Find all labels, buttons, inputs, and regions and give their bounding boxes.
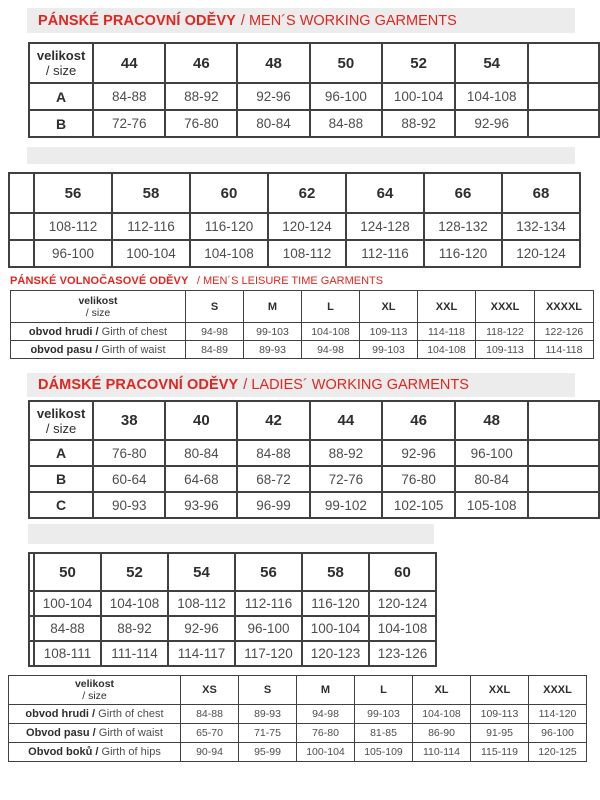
value-cell: 92-96 xyxy=(237,83,309,110)
size-column-header: 52 xyxy=(101,553,168,591)
header-row xyxy=(11,291,594,323)
value-cell: 96-100 xyxy=(310,83,383,110)
value-cell: 65-70 xyxy=(181,724,239,743)
mens-working-table-1 xyxy=(28,42,600,138)
value-cell: 104-108 xyxy=(369,616,436,641)
value-cell: 90-94 xyxy=(181,743,239,762)
value-cell: 109-113 xyxy=(476,341,535,359)
size-column-header: M xyxy=(244,291,302,323)
value-cell: 108-112 xyxy=(34,213,112,240)
table-row xyxy=(9,705,587,724)
value-cell: 76-80 xyxy=(165,110,237,137)
size-column-header: 54 xyxy=(168,553,235,591)
size-label-header xyxy=(9,173,34,213)
clipped-value-cell xyxy=(528,110,599,137)
clipped-value-cell xyxy=(528,492,599,518)
row-label-cell xyxy=(9,240,34,267)
value-cell: 120-124 xyxy=(268,213,346,240)
value-cell: 88-92 xyxy=(101,616,168,641)
value-cell: 89-93 xyxy=(244,341,302,359)
value-cell: 100-104 xyxy=(302,616,369,641)
value-cell: 86-90 xyxy=(413,724,471,743)
mens-working-table-2 xyxy=(8,172,581,268)
clipped-column-header xyxy=(528,401,599,440)
size-column-header: 60 xyxy=(190,173,268,213)
size-column-header: XXL xyxy=(418,291,476,323)
table-row xyxy=(29,616,436,641)
value-cell: 104-108 xyxy=(302,323,360,341)
size-column-header: M xyxy=(297,676,355,705)
value-cell: 94-98 xyxy=(186,323,244,341)
size-column-header: XL xyxy=(413,676,471,705)
header-row xyxy=(9,173,580,213)
value-cell: 109-113 xyxy=(471,705,529,724)
table-row xyxy=(29,83,599,110)
header-label-slash-size: / size xyxy=(85,306,111,319)
size-column-header: 46 xyxy=(165,43,237,83)
value-cell: 100-104 xyxy=(297,743,355,762)
size-column-header: S xyxy=(186,291,244,323)
header-label-czech: velikost xyxy=(36,48,86,63)
table-row xyxy=(29,440,599,466)
size-column-header: 38 xyxy=(93,401,165,440)
value-cell: 72-76 xyxy=(93,110,165,137)
value-cell: 80-84 xyxy=(165,440,237,466)
table-row xyxy=(9,743,587,762)
value-cell: 96-100 xyxy=(529,724,587,743)
row-label-cell xyxy=(11,323,186,341)
row-label-cell xyxy=(9,743,181,762)
value-cell: 110-114 xyxy=(413,743,471,762)
size-label-header xyxy=(11,291,186,323)
value-cell: 93-96 xyxy=(165,492,237,518)
size-column-header: 64 xyxy=(346,173,424,213)
clipped-value-cell xyxy=(528,83,599,110)
size-column-header: 56 xyxy=(235,553,302,591)
row-label-czech: obvod hrudi / xyxy=(28,325,102,338)
mens-leisure-table xyxy=(10,290,594,359)
value-cell: 89-93 xyxy=(239,705,297,724)
value-cell: 68-72 xyxy=(237,466,309,492)
size-column-header: L xyxy=(302,291,360,323)
table-row xyxy=(29,110,599,137)
value-cell: 108-112 xyxy=(168,591,235,616)
ladies-working-table-1 xyxy=(28,400,600,519)
value-cell: 81-85 xyxy=(355,724,413,743)
value-cell: 112-116 xyxy=(235,591,302,616)
row-label-cell xyxy=(11,341,186,359)
ladies-measurements-table xyxy=(8,675,587,762)
value-cell: 123-126 xyxy=(369,641,436,666)
row-label-cell: B xyxy=(29,466,93,492)
value-cell: 88-92 xyxy=(310,440,383,466)
mens-working-title-czech: PÁNSKÉ PRACOVNÍ ODĚVY xyxy=(38,12,236,29)
value-cell: 88-92 xyxy=(165,83,237,110)
row-label-cell: A xyxy=(29,83,93,110)
value-cell: 114-118 xyxy=(418,323,476,341)
value-cell: 104-108 xyxy=(101,591,168,616)
row-label-czech: obvod hrudi / xyxy=(25,708,99,720)
row-label-english: Girth of chest xyxy=(98,708,164,720)
table-row xyxy=(29,492,599,518)
value-cell: 120-124 xyxy=(502,240,580,267)
size-column-header: 56 xyxy=(34,173,112,213)
value-cell: 120-123 xyxy=(302,641,369,666)
table-row xyxy=(11,341,594,359)
size-column-header: 62 xyxy=(268,173,346,213)
value-cell: 84-88 xyxy=(310,110,383,137)
value-cell: 128-132 xyxy=(424,213,502,240)
row-label-english: Girth of waist xyxy=(98,727,163,739)
size-column-header: 44 xyxy=(93,43,165,83)
value-cell: 84-89 xyxy=(186,341,244,359)
row-label-czech: obvod pasu / xyxy=(30,343,102,356)
size-label-header xyxy=(29,401,93,440)
value-cell: 76-80 xyxy=(93,440,165,466)
table-row xyxy=(9,240,580,267)
value-cell: 99-103 xyxy=(244,323,302,341)
value-cell: 96-100 xyxy=(455,440,528,466)
mens-leisure-title-english: / MEN´S LEISURE TIME GARMENTS xyxy=(196,275,384,287)
header-label-czech: velikost xyxy=(74,678,115,690)
value-cell: 109-113 xyxy=(360,323,418,341)
ladies-working-title-czech: DÁMSKÉ PRACOVNÍ ODĚVY xyxy=(38,377,239,393)
value-cell: 84-88 xyxy=(34,616,101,641)
size-column-header: 58 xyxy=(112,173,190,213)
value-cell: 104-108 xyxy=(418,341,476,359)
mens-working-title-band xyxy=(27,8,575,33)
size-column-header: XXXL xyxy=(476,291,535,323)
row-label-cell xyxy=(9,724,181,743)
table-row xyxy=(29,466,599,492)
size-column-header: 40 xyxy=(165,401,237,440)
value-cell: 92-96 xyxy=(455,110,528,137)
value-cell: 102-105 xyxy=(382,492,455,518)
value-cell: 112-116 xyxy=(112,213,190,240)
size-label-header xyxy=(29,43,93,83)
table-row xyxy=(9,724,587,743)
size-column-header: 46 xyxy=(382,401,455,440)
row-label-english: Girth of hips xyxy=(101,746,161,758)
row-label-english: Girth of waist xyxy=(101,343,166,356)
size-column-header: XXL xyxy=(471,676,529,705)
value-cell: 88-92 xyxy=(382,110,455,137)
row-label-cell: C xyxy=(29,492,93,518)
value-cell: 117-120 xyxy=(235,641,302,666)
mens-leisure-title xyxy=(10,271,383,289)
value-cell: 92-96 xyxy=(382,440,455,466)
size-column-header: 52 xyxy=(382,43,455,83)
header-label-slash-size: / size xyxy=(45,63,77,78)
header-label-czech: velikost xyxy=(36,405,86,421)
table-row xyxy=(29,591,436,616)
value-cell: 114-118 xyxy=(535,341,594,359)
header-row xyxy=(29,43,599,83)
value-cell: 108-111 xyxy=(34,641,101,666)
value-cell: 76-80 xyxy=(297,724,355,743)
value-cell: 90-93 xyxy=(93,492,165,518)
value-cell: 132-134 xyxy=(502,213,580,240)
header-row xyxy=(9,676,587,705)
size-column-header: 54 xyxy=(455,43,528,83)
value-cell: 94-98 xyxy=(297,705,355,724)
value-cell: 120-125 xyxy=(529,743,587,762)
value-cell: 112-116 xyxy=(346,240,424,267)
value-cell: 105-108 xyxy=(455,492,528,518)
value-cell: 99-103 xyxy=(360,341,418,359)
clipped-column-header xyxy=(528,43,599,83)
value-cell: 96-100 xyxy=(34,240,112,267)
value-cell: 84-88 xyxy=(181,705,239,724)
size-column-header: XXXL xyxy=(529,676,587,705)
value-cell: 80-84 xyxy=(455,466,528,492)
row-label-cell: B xyxy=(29,110,93,137)
value-cell: 104-108 xyxy=(455,83,528,110)
size-column-header: 48 xyxy=(455,401,528,440)
value-cell: 80-84 xyxy=(237,110,309,137)
value-cell: 100-104 xyxy=(382,83,455,110)
size-column-header: 50 xyxy=(310,43,383,83)
size-column-header: S xyxy=(239,676,297,705)
separator-band xyxy=(28,524,434,544)
value-cell: 118-122 xyxy=(476,323,535,341)
ladies-working-table-2 xyxy=(28,552,437,667)
value-cell: 96-100 xyxy=(235,616,302,641)
header-label-slash-size: / size xyxy=(45,420,77,436)
value-cell: 116-120 xyxy=(302,591,369,616)
value-cell: 120-124 xyxy=(369,591,436,616)
value-cell: 105-109 xyxy=(355,743,413,762)
value-cell: 91-95 xyxy=(471,724,529,743)
value-cell: 99-103 xyxy=(355,705,413,724)
ladies-working-title-english: / LADIES´ WORKING GARMENTS xyxy=(243,377,469,393)
row-label-czech: Obvod boků / xyxy=(28,746,102,758)
size-label-header xyxy=(9,676,181,705)
row-label-cell: A xyxy=(29,440,93,466)
value-cell: 94-98 xyxy=(302,341,360,359)
value-cell: 116-120 xyxy=(424,240,502,267)
table-row xyxy=(9,213,580,240)
header-row xyxy=(29,553,436,591)
value-cell: 122-126 xyxy=(535,323,594,341)
size-column-header: L xyxy=(355,676,413,705)
size-column-header: 48 xyxy=(237,43,309,83)
value-cell: 115-119 xyxy=(471,743,529,762)
size-column-header: 44 xyxy=(310,401,383,440)
value-cell: 124-128 xyxy=(346,213,424,240)
mens-leisure-title-czech: PÁNSKÉ VOLNOČASOVÉ ODĚVY xyxy=(10,275,189,287)
value-cell: 104-108 xyxy=(190,240,268,267)
value-cell: 84-88 xyxy=(237,440,309,466)
size-column-header: XL xyxy=(360,291,418,323)
clipped-value-cell xyxy=(528,466,599,492)
value-cell: 60-64 xyxy=(93,466,165,492)
value-cell: 114-120 xyxy=(529,705,587,724)
size-column-header: XXXXL xyxy=(535,291,594,323)
mens-working-title-english: / MEN´S WORKING GARMENTS xyxy=(240,12,457,29)
value-cell: 99-102 xyxy=(310,492,383,518)
separator-band xyxy=(27,147,575,164)
ladies-working-title-band xyxy=(27,373,575,397)
size-column-header: 68 xyxy=(502,173,580,213)
header-row xyxy=(29,401,599,440)
value-cell: 96-99 xyxy=(237,492,309,518)
size-column-header: XS xyxy=(181,676,239,705)
size-column-header: 50 xyxy=(34,553,101,591)
value-cell: 84-88 xyxy=(93,83,165,110)
value-cell: 95-99 xyxy=(239,743,297,762)
value-cell: 64-68 xyxy=(165,466,237,492)
value-cell: 71-75 xyxy=(239,724,297,743)
row-label-cell xyxy=(9,213,34,240)
value-cell: 76-80 xyxy=(382,466,455,492)
value-cell: 72-76 xyxy=(310,466,383,492)
value-cell: 111-114 xyxy=(101,641,168,666)
row-label-cell xyxy=(9,705,181,724)
value-cell: 114-117 xyxy=(168,641,235,666)
header-label-czech: velikost xyxy=(78,294,118,307)
size-column-header: 66 xyxy=(424,173,502,213)
clipped-value-cell xyxy=(528,440,599,466)
value-cell: 92-96 xyxy=(168,616,235,641)
value-cell: 100-104 xyxy=(112,240,190,267)
size-column-header: 60 xyxy=(369,553,436,591)
size-column-header: 42 xyxy=(237,401,309,440)
value-cell: 104-108 xyxy=(413,705,471,724)
header-label-slash-size: / size xyxy=(82,690,107,702)
table-row xyxy=(29,641,436,666)
row-label-english: Girth of chest xyxy=(101,325,168,338)
row-label-czech: Obvod pasu / xyxy=(26,727,99,739)
size-column-header: 58 xyxy=(302,553,369,591)
value-cell: 100-104 xyxy=(34,591,101,616)
table-row xyxy=(11,323,594,341)
value-cell: 116-120 xyxy=(190,213,268,240)
value-cell: 108-112 xyxy=(268,240,346,267)
